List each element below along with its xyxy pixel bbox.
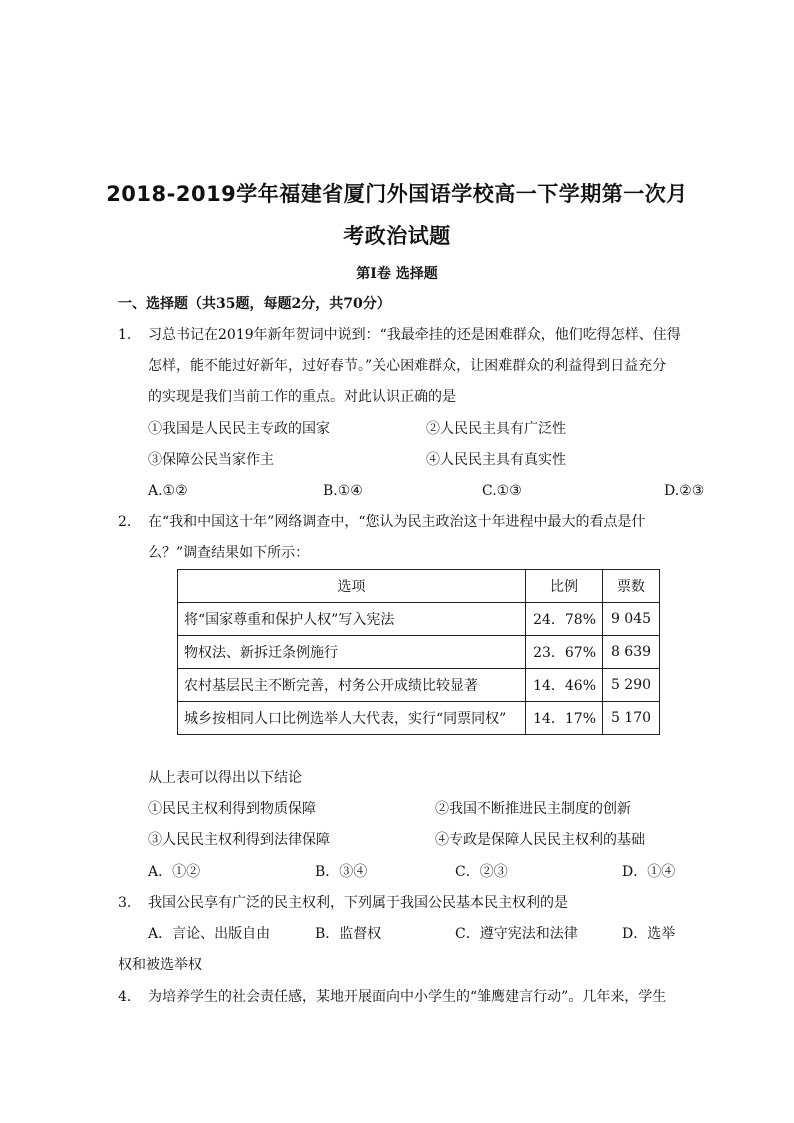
q1-statement: ②人民民主具有广泛性 — [426, 421, 566, 437]
table-header-cell: 选项 — [178, 570, 526, 603]
table-cell: 农村基层民主不断完善，村务公开成绩比较显著 — [178, 669, 526, 702]
q2-option-c: C．②③ — [455, 864, 508, 880]
q1-statement: ④人民民主具有真实性 — [426, 452, 566, 468]
table-cell: 23．67% — [526, 636, 603, 669]
q2-statement: ④专政是保障人民民主权利的基础 — [435, 832, 645, 848]
table-cell: 9 045 — [603, 603, 660, 636]
table-cell: 24．78% — [526, 603, 603, 636]
table-cell: 8 639 — [603, 636, 660, 669]
q1-number: 1. — [118, 327, 132, 343]
q4-stem: 为培养学生的社会责任感，某地开展面向中小学生的“雏鹰建言行动”。几年来，学生 — [148, 989, 667, 1005]
table-cell: 城乡按相同人口比例选举人大代表，实行“同票同权” — [178, 702, 526, 735]
exam-title-line2: 考政治试题 — [343, 224, 451, 248]
q3-stem: 我国公民享有广泛的民主权利，下列属于我国公民基本民主权利的是 — [148, 895, 568, 911]
table-row — [178, 603, 660, 636]
table-row — [178, 669, 660, 702]
q1-stem-line: 习总书记在2019年新年贺词中说到：“我最牵挂的还是困难群众，他们吃得怎样、住得 — [148, 327, 681, 343]
table-header-row — [178, 570, 660, 603]
q2-statement: ③人民民主权利得到法律保障 — [148, 832, 330, 848]
q1-stem-line: 怎样，能不能过好新年，过好春节。”关心困难群众，让困难群众的利益得到日益充分 — [148, 358, 667, 374]
q3-option-a: A．言论、出版自由 — [148, 926, 271, 942]
table-header-cell: 比例 — [526, 570, 603, 603]
q1-option-d: D.②③ — [664, 483, 705, 499]
table-cell: 5 170 — [603, 702, 660, 735]
q2-prompt: 从上表可以得出以下结论 — [148, 770, 302, 786]
q1-option-b: B.①④ — [323, 483, 363, 499]
q1-option-a: A.①② — [148, 483, 188, 499]
q1-statement: ①我国是人民民主专政的国家 — [148, 421, 330, 437]
q3-option-d-wrap: 权和被选举权 — [118, 957, 202, 973]
q2-stem-line: 在“我和中国这十年”网络调查中，“您认为民主政治这十年进程中最大的看点是什 — [148, 514, 646, 530]
survey-table — [177, 569, 660, 735]
q2-number: 2. — [118, 514, 132, 530]
table-row — [178, 636, 660, 669]
q4-number: 4． — [118, 989, 141, 1005]
q2-statement: ②我国不断推进民主制度的创新 — [435, 801, 631, 817]
q2-option-b: B．③④ — [315, 864, 368, 880]
exam-title-line1: 2018-2019学年福建省厦门外国语学校高一下学期第一次月 — [106, 182, 688, 206]
table-cell: 14．17% — [526, 702, 603, 735]
q1-option-c: C.①③ — [482, 483, 522, 499]
q2-option-a: A．①② — [148, 864, 201, 880]
part-subtitle: 第Ⅰ卷 选择题 — [356, 266, 438, 282]
table-row — [178, 702, 660, 735]
section-heading: 一、选择题（共35题，每题2分，共70分） — [118, 296, 391, 312]
q3-option-b: B．监督权 — [315, 926, 382, 942]
table-cell: 14．46% — [526, 669, 603, 702]
q2-option-d: D．①④ — [622, 864, 676, 880]
q1-stem-line: 的实现是我们当前工作的重点。对此认识正确的是 — [148, 389, 456, 405]
q3-number: 3. — [118, 895, 132, 911]
q3-option-d: D．选举 — [622, 926, 676, 942]
table-header-cell: 票数 — [603, 570, 660, 603]
table-cell: 物权法、新拆迁条例施行 — [178, 636, 526, 669]
table-cell: 将“国家尊重和保护人权”写入宪法 — [178, 603, 526, 636]
q1-statement: ③保障公民当家作主 — [148, 452, 274, 468]
table-cell: 5 290 — [603, 669, 660, 702]
q2-stem-line: 么？”调查结果如下所示： — [148, 545, 310, 561]
q3-option-c: C．遵守宪法和法律 — [455, 926, 578, 942]
q2-statement: ①民民主权利得到物质保障 — [148, 801, 316, 817]
